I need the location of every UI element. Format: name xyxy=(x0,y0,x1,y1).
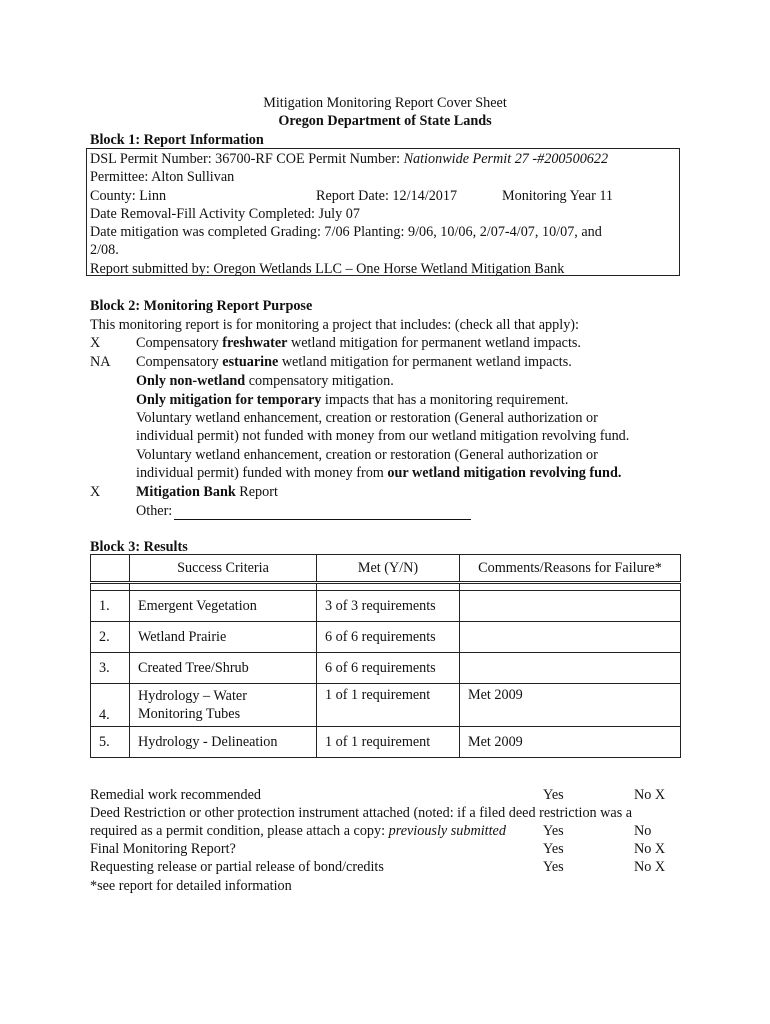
option-text: compensatory mitigation. xyxy=(245,373,394,389)
other-label: Other: xyxy=(136,503,173,519)
header-met: Met (Y/N) xyxy=(317,555,460,583)
deed-italic: previously submitted xyxy=(388,823,506,839)
dsl-permit-label: DSL Permit Number: 36700-RF COE Permit Number: xyxy=(90,151,404,167)
submitted-by: Report submitted by: Oregon Wetlands LLC – One Horse Wetland Mitigation Bank xyxy=(90,261,565,277)
option-text: individual permit) funded with money from xyxy=(136,465,388,481)
final-no: No X xyxy=(634,841,666,857)
option-text: wetland mitigation for permanent wetland impacts. xyxy=(287,335,581,351)
row-met: 1 of 1 requirement xyxy=(317,684,460,727)
header-success-criteria: Success Criteria xyxy=(130,555,317,583)
option-text: Compensatory xyxy=(136,354,223,370)
deed-no: No xyxy=(634,823,652,839)
row-criteria: Wetland Prairie xyxy=(130,622,317,653)
row-criteria: Emergent Vegetation xyxy=(130,591,317,622)
block3-heading: Block 3: Results xyxy=(90,539,188,555)
option-bold: Only mitigation for temporary xyxy=(136,392,322,408)
header-cell-num xyxy=(91,555,130,583)
deed-yes: Yes xyxy=(543,823,564,839)
remedial-question: Remedial work recommended xyxy=(90,787,261,803)
other-blank-field[interactable] xyxy=(174,505,471,520)
row-met: 3 of 3 requirements xyxy=(317,591,460,622)
row-met: 6 of 6 requirements xyxy=(317,653,460,684)
criteria-line: Monitoring Tubes xyxy=(138,706,241,722)
release-question: Requesting release or partial release of bond/credits xyxy=(90,859,384,875)
spacer-cell xyxy=(317,583,460,591)
option-bold: estuarine xyxy=(222,354,279,370)
results-table xyxy=(90,554,681,758)
row-met: 1 of 1 requirement xyxy=(317,727,460,758)
row-comment xyxy=(460,622,681,653)
option-text: Report xyxy=(235,484,278,500)
document-title: Mitigation Monitoring Report Cover Sheet xyxy=(263,95,507,111)
deed-restriction-line2 xyxy=(90,822,506,840)
row-number: 4. xyxy=(91,684,130,727)
checkmark-estuarine: NA xyxy=(90,354,111,370)
option-bold: freshwater xyxy=(222,335,288,351)
table-row xyxy=(91,622,681,653)
option-voluntary-not-funded-line2: individual permit) not funded with money from our wetland mitigation revolving fund. xyxy=(136,428,630,444)
release-yes: Yes xyxy=(543,859,564,875)
option-voluntary-funded-line2 xyxy=(136,464,621,482)
mitigation-completed-line1: Date mitigation was completed Grading: 7/06 Planting: 9/06, 10/06, 2/07-4/07, 10/07, and xyxy=(90,224,602,240)
final-yes: Yes xyxy=(543,841,564,857)
table-row xyxy=(91,684,681,727)
county: County: Linn xyxy=(90,188,167,204)
mitigation-completed-line2: 2/08. xyxy=(90,242,119,258)
agency-name: Oregon Department of State Lands xyxy=(278,113,492,129)
table-row xyxy=(91,727,681,758)
row-number: 1. xyxy=(91,591,130,622)
option-other xyxy=(136,502,471,520)
row-number: 3. xyxy=(91,653,130,684)
footnote: *see report for detailed information xyxy=(90,878,292,894)
option-text: wetland mitigation for permanent wetland impacts. xyxy=(278,354,572,370)
remedial-no: No X xyxy=(634,787,666,803)
row-comment xyxy=(460,653,681,684)
deed-text: required as a permit condition, please attach a copy: xyxy=(90,823,389,839)
report-date: Report Date: 12/14/2017 xyxy=(316,188,458,204)
checkmark-mitigation-bank: X xyxy=(90,484,101,500)
block1-heading: Block 1: Report Information xyxy=(90,132,264,148)
header-comments: Comments/Reasons for Failure* xyxy=(460,555,681,583)
row-met: 6 of 6 requirements xyxy=(317,622,460,653)
checkmark-freshwater: X xyxy=(90,335,101,351)
release-no: No X xyxy=(634,859,666,875)
criteria-line: Hydrology – Water xyxy=(138,688,247,704)
table-row xyxy=(91,653,681,684)
row-comment: Met 2009 xyxy=(460,684,681,727)
option-text: Compensatory xyxy=(136,335,223,351)
permittee: Permittee: Alton Sullivan xyxy=(90,169,235,185)
dsl-permit-line xyxy=(90,150,608,168)
option-mitigation-bank xyxy=(136,483,278,501)
row-number: 5. xyxy=(91,727,130,758)
spacer-cell xyxy=(130,583,317,591)
row-comment xyxy=(460,591,681,622)
option-estuarine xyxy=(136,353,572,371)
option-bold: our wetland mitigation revolving fund. xyxy=(387,465,622,481)
option-text: impacts that has a monitoring requirement. xyxy=(321,392,569,408)
option-voluntary-not-funded-line1: Voluntary wetland enhancement, creation or restoration (General authorization or xyxy=(136,410,598,426)
option-temporary xyxy=(136,391,568,409)
removal-fill-date: Date Removal-Fill Activity Completed: July 07 xyxy=(90,206,360,222)
option-non-wetland xyxy=(136,372,394,390)
remedial-yes: Yes xyxy=(543,787,564,803)
table-header-row xyxy=(91,555,681,583)
option-voluntary-funded-line1: Voluntary wetland enhancement, creation or restoration (General authorization or xyxy=(136,447,598,463)
row-criteria xyxy=(130,684,317,727)
final-report-question: Final Monitoring Report? xyxy=(90,841,236,857)
row-comment: Met 2009 xyxy=(460,727,681,758)
table-row xyxy=(91,591,681,622)
option-bold: Only non-wetland xyxy=(136,373,246,389)
block2-heading: Block 2: Monitoring Report Purpose xyxy=(90,298,313,314)
table-spacer-row xyxy=(91,583,681,591)
option-freshwater xyxy=(136,334,581,352)
row-criteria: Created Tree/Shrub xyxy=(130,653,317,684)
coe-permit-value: Nationwide Permit 27 -#200500622 xyxy=(403,151,609,167)
row-criteria: Hydrology - Delineation xyxy=(130,727,317,758)
monitoring-year: Monitoring Year 11 xyxy=(502,188,614,204)
spacer-cell xyxy=(460,583,681,591)
spacer-cell xyxy=(91,583,130,591)
row-number: 2. xyxy=(91,622,130,653)
block2-intro: This monitoring report is for monitoring a project that includes: (check all that apply): xyxy=(90,317,579,333)
option-bold: Mitigation Bank xyxy=(136,484,236,500)
deed-restriction-line1: Deed Restriction or other protection instrument attached (noted: if a filed deed restriction was a xyxy=(90,805,633,821)
